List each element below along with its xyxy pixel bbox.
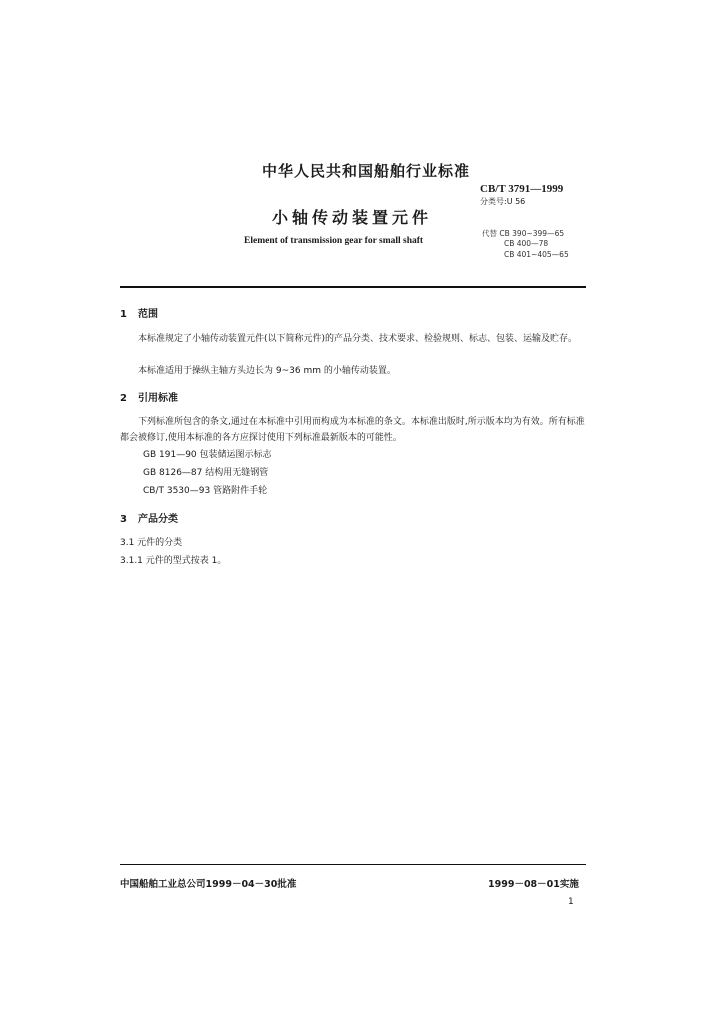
replaces-line-2: CB 400—78	[504, 239, 549, 248]
section-1-heading	[120, 305, 158, 320]
subsection-3-1-1: 3.1.1 元件的型式按表 1。	[120, 556, 227, 566]
document-title-en: Element of transmission gear for small shaft	[244, 236, 424, 246]
issuer-title: 中华人民共和国船舶行业标准	[262, 162, 471, 180]
section-title: 范围	[138, 309, 158, 320]
section-number: 2	[120, 393, 127, 404]
section-3-heading	[120, 510, 178, 525]
reference-item: GB 191—90 包装储运图示标志	[143, 450, 272, 460]
standard-code: CB/T 3791—1999	[480, 183, 564, 195]
section-number: 1	[120, 309, 127, 320]
section-2-paragraph-1: 下列标准所包含的条文,通过在本标准中引用而构成为本标准的条文。本标准出版时,所示版本均为有效。所有标准都会被修订,使用本标准的各方应探讨使用下列标准最新版本的可能性。	[120, 417, 585, 443]
footer-rule	[120, 864, 586, 865]
page-number: 1	[568, 897, 574, 907]
document-title-cn: 小轴传动装置元件	[272, 208, 433, 227]
section-title: 引用标准	[138, 393, 178, 404]
replaces-line-1: 代替 CB 390~399—65	[482, 229, 565, 238]
section-title: 产品分类	[138, 514, 178, 525]
effective-date: 1999－08－01实施	[488, 879, 579, 890]
section-1-paragraph-1: 本标准规定了小轴传动装置元件(以下简称元件)的产品分类、技术要求、检验规则、标志、包装、运输及贮存。	[138, 334, 578, 344]
subsection-3-1: 3.1 元件的分类	[120, 538, 183, 548]
section-number: 3	[120, 514, 127, 525]
replaces-line-3: CB 401~405—65	[504, 250, 569, 259]
classification-number: 分类号:U 56	[480, 197, 526, 206]
header-rule	[120, 286, 586, 288]
section-2-heading	[120, 389, 178, 404]
reference-item: CB/T 3530—93 管路附件手轮	[143, 486, 268, 496]
reference-item: GB 8126—87 结构用无缝钢管	[143, 468, 269, 478]
approval-line: 中国船舶工业总公司1999－04－30批准	[120, 879, 297, 890]
section-1-paragraph-2: 本标准适用于操纵主轴方头边长为 9~36 mm 的小轴传动装置。	[138, 366, 396, 376]
